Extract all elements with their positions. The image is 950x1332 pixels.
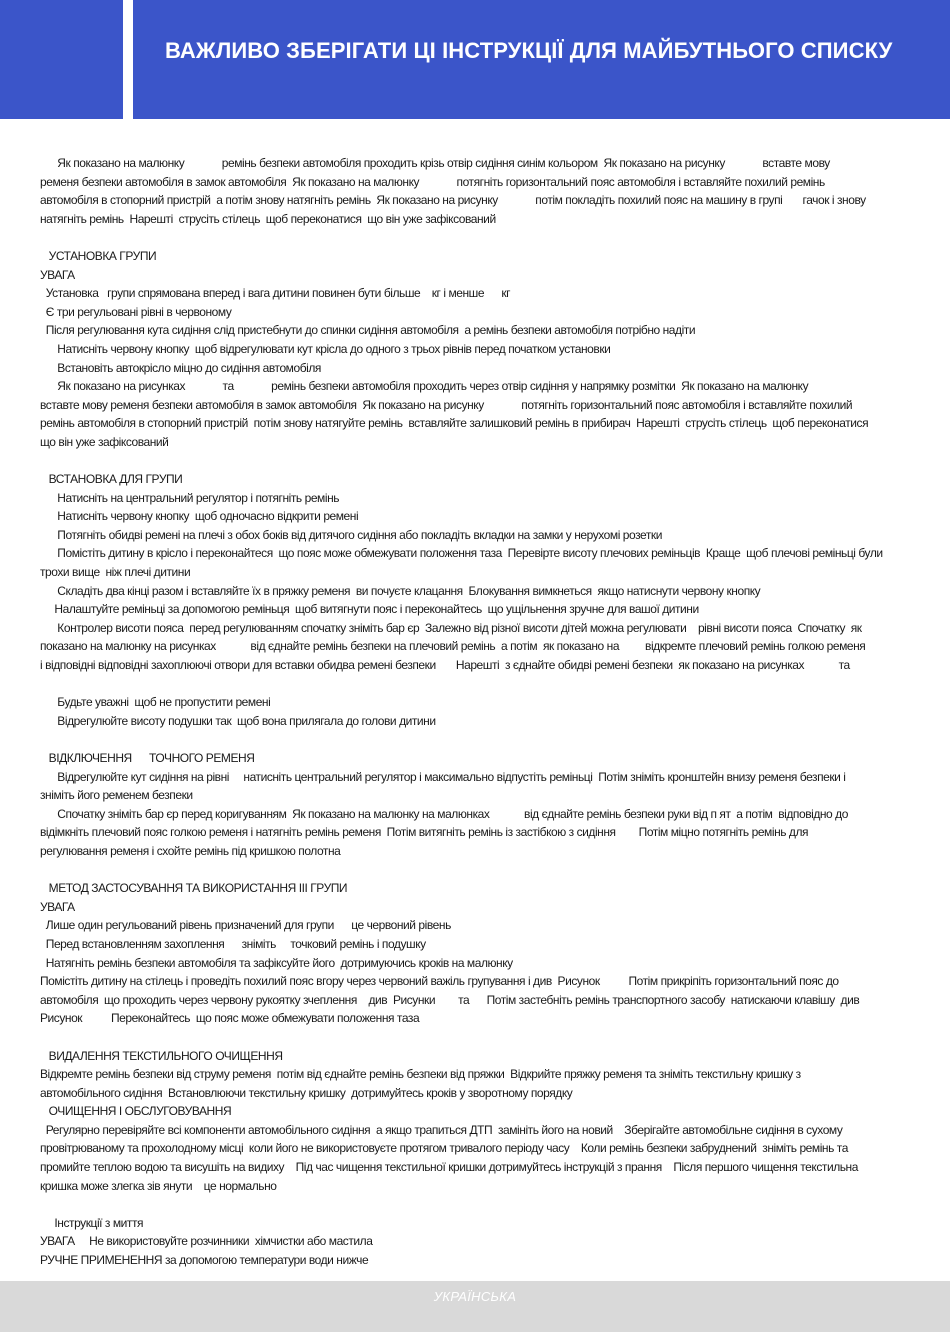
text-line: трохи вище ніж плечі дитини bbox=[40, 565, 191, 580]
text-line: Натягніть ремінь безпеки автомобіля та зафіксуйте його дотримуючись кроків на малюнку bbox=[40, 955, 513, 970]
instructions-body bbox=[40, 154, 900, 1270]
text-line: Як показано на рисунках та ремінь безпеки автомобіля проходить через отвір сидіння у напрямку розмітки Як показано на малюнку bbox=[40, 379, 809, 394]
blank-line bbox=[40, 861, 900, 880]
blank-line bbox=[40, 228, 900, 247]
text-line: ременя безпеки автомобіля в замок автомобіля Як показано на малюнку потягніть горизонтальний пояс автомобіля і вставляйте похилий ремінь bbox=[40, 174, 825, 189]
text-line: вставте мову ременя безпеки автомобіля в замок автомобіля Як показано на рисунку потягніть горизонтальний пояс автомобіля і вставляйте похилий bbox=[40, 397, 853, 412]
text-line: УВАГА bbox=[40, 899, 75, 914]
text-line: Налаштуйте реміньці за допомогою реміньця щоб витягнути пояс і переконайтесь що ущільнення зручне для вашої дитини bbox=[40, 602, 699, 617]
text-line: Контролер висоти пояса перед регулюванням спочатку зніміть бар єр Залежно від різної висоти дітей можна регулювати рівні висоти пояса Спочатку як bbox=[40, 620, 862, 635]
text-line: РУЧНЕ ПРИМЕНЕННЯ за допомогою температури води нижче bbox=[40, 1253, 369, 1268]
text-line: Встановіть автокрісло міцно до сидіння автомобіля bbox=[40, 360, 321, 375]
text-line: показано на малюнку на рисунках від єднайте ремінь безпеки на плечовий ремінь а потім як показано на відкремте плечовий ремінь голкою ременя bbox=[40, 639, 866, 654]
text-line: Натисніть червону кнопку щоб одночасно відкрити ремені bbox=[40, 509, 359, 524]
text-line: Помістіть дитину на стілець і проведіть похилий пояс вгору через червоний важіль групування і див Рисунок Потім прикріпіть горизонтальний пояс до bbox=[40, 974, 839, 989]
text-line: ВИДАЛЕННЯ ТЕКСТИЛЬНОГО ОЧИЩЕННЯ bbox=[40, 1048, 283, 1063]
text-line: автомобіля що проходить через червону рукоятку зчеплення див Рисунки та Потім застебніть ремінь транспортного засобу натискаючи клавішу див bbox=[40, 992, 860, 1007]
text-line: промийте теплою водою та висушіть на видиху Під час чищення текстильної кришки дотримуйтесь інструкцій з прання Після першого чищення текстильна bbox=[40, 1160, 858, 1175]
text-line: Перед встановленням захоплення зніміть точковий ремінь і подушку bbox=[40, 936, 426, 951]
text-line: Натисніть на центральний регулятор і потягніть ремінь bbox=[40, 490, 340, 505]
text-line: Будьте уважні щоб не пропустити ремені bbox=[40, 695, 271, 710]
text-line: Інструкції з миття bbox=[40, 1215, 144, 1230]
text-line: ВСТАНОВКА ДЛЯ ГРУПИ bbox=[40, 472, 183, 487]
text-line: УВАГА Не використовуйте розчинники хімчистки або мастила bbox=[40, 1234, 373, 1249]
text-line: регулювання ременя і схойте ремінь під кришкою полотна bbox=[40, 843, 341, 858]
text-line: Потягніть обидві ремені на плечі з обох боків від дитячого сидіння або покладіть вкладки на замки у нерухомі розетки bbox=[40, 527, 662, 542]
language-label: УКРАЇНСЬКА bbox=[433, 1289, 517, 1304]
text-line: Відрегулюйте висоту подушки так щоб вона прилягала до голови дитини bbox=[40, 713, 436, 728]
blank-line bbox=[40, 452, 900, 471]
text-line: автомобільного сидіння Встановлюючи текстильну кришку дотримуйтесь кроків у зворотному порядку bbox=[40, 1085, 573, 1100]
text-line: УСТАНОВКА ГРУПИ bbox=[40, 248, 157, 263]
text-line: ремінь автомобіля в стопорний пристрій потім знову натягуйте ремінь вставляйте залишковий ремінь в прибирач Нарешті струсіть стілець щоб переконатися bbox=[40, 416, 869, 431]
blank-line bbox=[40, 675, 900, 694]
blank-line bbox=[40, 1195, 900, 1214]
footer-bar bbox=[0, 1281, 950, 1332]
text-line: УВАГА bbox=[40, 267, 75, 282]
text-line: Помістіть дитину в крісло і переконайтеся що пояс може обмежувати положення таза Перевірте висоту плечових реміньців Краще щоб плечові реміньці були bbox=[40, 546, 883, 561]
page-title: ВАЖЛИВО ЗБЕРІГАТИ ЦІ ІНСТРУКЦІЇ ДЛЯ МАЙБУТНЬОГО СПИСКУ bbox=[165, 38, 893, 63]
text-line: натягніть ремінь Нарешті струсіть стілець щоб переконатися що він уже зафіксований bbox=[40, 211, 496, 226]
header-accent-block bbox=[0, 0, 123, 119]
text-line: Відрегулюйте кут сидіння на рівні натисніть центральний регулятор і максимально відпустіть реміньці Потім зніміть кронштейн внизу ременя безпеки і bbox=[40, 769, 846, 784]
text-line: Є три регульовані рівні в червоному bbox=[40, 304, 232, 319]
text-line: відімкніть плечовий пояс голкою ременя і натягніть ремінь ременя Потім витягніть ремінь із застібкою з сидіння Потім міцно потягніть ремінь для bbox=[40, 825, 809, 840]
text-line: Як показано на малюнку ремінь безпеки автомобіля проходить крізь отвір сидіння синім кольором Як показано на рисунку вставте мову bbox=[40, 156, 830, 170]
text-line: провітрюваному та прохолодному місці коли його не використовуєте протягом тривалого періоду часу Коли ремінь безпеки забруднений зніміть ремінь та bbox=[40, 1141, 848, 1156]
text-line: Відкремте ремінь безпеки від струму ременя потім від єднайте ремінь безпеки від пряжки Відкрийте пряжку ременя та зніміть текстильну кришку з bbox=[40, 1067, 801, 1082]
text-line: Регулярно перевіряйте всі компоненти автомобільного сидіння а якщо трапиться ДТП замініть його на новий Зберігайте автомобільне сидіння в сухому bbox=[40, 1122, 843, 1137]
text-line: Натисніть червону кнопку щоб відрегулювати кут крісла до одного з трьох рівнів перед початком установки bbox=[40, 341, 611, 356]
text-line: Складіть два кінці разом і вставляйте їх в пряжку ременя ви почуєте клацання Блокування вимкнеться якщо натиснути червону кнопку bbox=[40, 583, 761, 598]
text-line: що він уже зафіксований bbox=[40, 434, 169, 449]
text-line: Установка групи спрямована вперед і вага дитини повинен бути більше кг і менше кг bbox=[40, 286, 511, 301]
text-line: Рисунок Переконайтесь що пояс може обмежувати положення таза bbox=[40, 1011, 420, 1026]
text-line: зніміть його ременем безпеки bbox=[40, 788, 193, 803]
blank-line bbox=[40, 730, 900, 749]
text-line: Лише один регульований рівень призначений для групи це червоний рівень bbox=[40, 918, 451, 933]
text-line: ВІДКЛЮЧЕННЯ ТОЧНОГО РЕМЕНЯ bbox=[40, 751, 255, 765]
blank-line bbox=[40, 1028, 900, 1047]
text-line: автомобіля в стопорний пристрій а потім знову натягніть ремінь Як показано на рисунку потім покладіть похилий пояс на машину в групі гачок і знову bbox=[40, 193, 866, 208]
text-line: і відповідні відповідні захоплюючі отвори для вставки обидва ремені безпеки Нарешті з єднайте обидві ремені безпеки як показано на рисунках та bbox=[40, 658, 850, 673]
text-line: ОЧИЩЕННЯ І ОБСЛУГОВУВАННЯ bbox=[40, 1104, 232, 1119]
text-line: Після регулювання кута сидіння слід пристебнути до спинки сидіння автомобіля а ремінь безпеки автомобіля потрібно надіти bbox=[40, 323, 696, 338]
text-line: Спочатку зніміть бар єр перед коригуванням Як показано на малюнку на малюнках від єднайте ремінь безпеки руки від п ят а потім відповідно до bbox=[40, 806, 848, 821]
text-line: МЕТОД ЗАСТОСУВАННЯ ТА ВИКОРИСТАННЯ ІІІ ГРУПИ bbox=[40, 881, 348, 896]
text-line: кришка може злегка зів янути це нормально bbox=[40, 1178, 277, 1193]
